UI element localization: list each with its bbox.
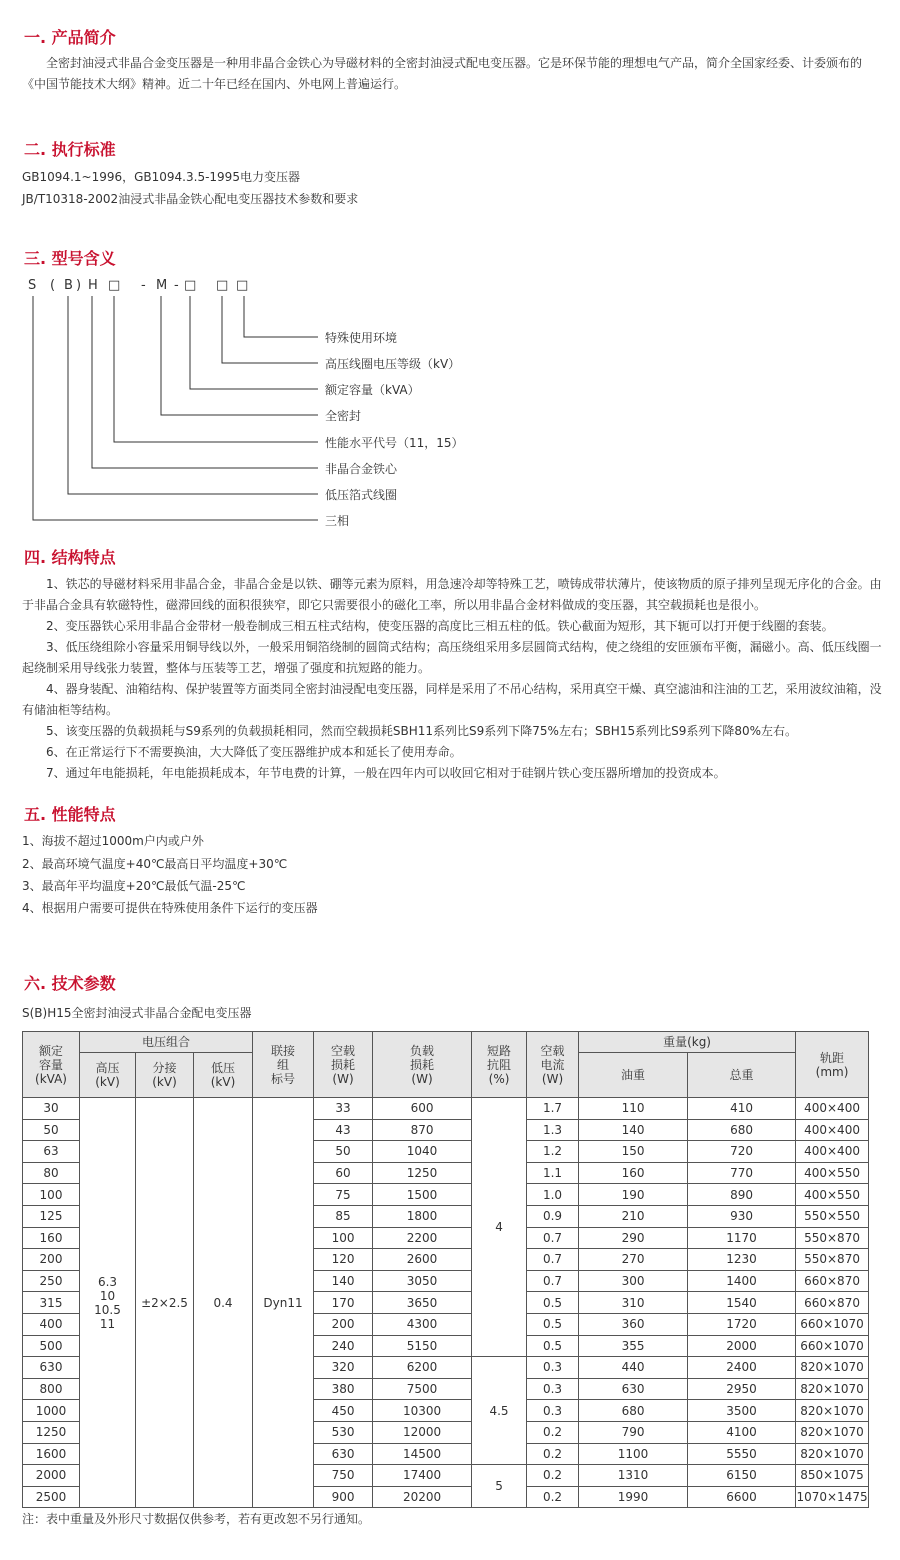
cell-oil-weight: 1310 [579, 1465, 688, 1487]
cell-noload-loss: 43 [314, 1119, 373, 1141]
model-code-char: □ [216, 278, 229, 293]
cell-noload-current: 1.0 [527, 1184, 579, 1206]
cell-load-loss: 4300 [373, 1313, 472, 1335]
cell-capacity: 1000 [23, 1400, 80, 1422]
cell-total-weight: 3500 [688, 1400, 796, 1422]
cell-noload-current: 0.2 [527, 1421, 579, 1443]
cell-load-loss: 14500 [373, 1443, 472, 1465]
model-label-capacity: 额定容量（kVA） [325, 383, 420, 397]
cell-oil-weight: 360 [579, 1313, 688, 1335]
cell-gauge: 820×1070 [796, 1443, 869, 1465]
model-code-char: B [64, 278, 73, 293]
cell-total-weight: 1400 [688, 1270, 796, 1292]
cell-capacity: 125 [23, 1205, 80, 1227]
cell-capacity: 400 [23, 1313, 80, 1335]
cell-load-loss: 600 [373, 1098, 472, 1120]
cell-capacity: 63 [23, 1141, 80, 1163]
cell-total-weight: 2000 [688, 1335, 796, 1357]
cell-noload-loss: 630 [314, 1443, 373, 1465]
cell-noload-loss: 200 [314, 1313, 373, 1335]
cell-gauge: 660×1070 [796, 1313, 869, 1335]
cell-total-weight: 4100 [688, 1421, 796, 1443]
cell-capacity: 200 [23, 1249, 80, 1271]
performance-item-2: 2、最高环境气温度+40℃最高日平均温度+30℃ [22, 857, 288, 871]
cell-oil-weight: 1990 [579, 1486, 688, 1508]
model-label-amorphous-core: 非晶合金铁心 [325, 462, 398, 476]
cell-total-weight: 930 [688, 1205, 796, 1227]
cell-oil-weight: 270 [579, 1249, 688, 1271]
cell-capacity: 1600 [23, 1443, 80, 1465]
section-title-performance: 五. 性能特点 [24, 805, 116, 824]
header-noload-current: 空载 电流 (W) [527, 1032, 579, 1098]
model-code-char: □ [184, 278, 197, 293]
header-total-weight: 总重 [688, 1053, 796, 1098]
cell-noload-loss: 100 [314, 1227, 373, 1249]
cell-gauge: 820×1070 [796, 1378, 869, 1400]
cell-oil-weight: 210 [579, 1205, 688, 1227]
cell-gauge: 660×1070 [796, 1335, 869, 1357]
section-title-structure: 四. 结构特点 [24, 548, 116, 567]
model-label-hv-level: 高压线圈电压等级（kV） [325, 357, 461, 371]
header-load-loss: 负载 损耗 (W) [373, 1032, 472, 1098]
cell-total-weight: 680 [688, 1119, 796, 1141]
cell-oil-weight: 150 [579, 1141, 688, 1163]
header-hv: 高压 (kV) [80, 1053, 136, 1098]
model-code-char: S [28, 278, 37, 293]
cell-noload-current: 1.2 [527, 1141, 579, 1163]
model-label-performance: 性能水平代号（11，15） [325, 436, 464, 450]
cell-load-loss: 870 [373, 1119, 472, 1141]
cell-noload-current: 0.2 [527, 1443, 579, 1465]
header-rated-capacity: 额定 容量 (kVA) [23, 1032, 80, 1098]
cell-load-loss: 3650 [373, 1292, 472, 1314]
cell-capacity: 100 [23, 1184, 80, 1206]
header-connection-group: 联接 组 标号 [253, 1032, 314, 1098]
cell-impedance: 5 [472, 1465, 527, 1508]
cell-total-weight: 1230 [688, 1249, 796, 1271]
cell-gauge: 1070×1475 [796, 1486, 869, 1508]
cell-gauge: 550×870 [796, 1249, 869, 1271]
cell-load-loss: 17400 [373, 1465, 472, 1487]
table-note: 注：表中重量及外形尺寸数据仅供参考，若有更改恕不另行通知。 [22, 1512, 371, 1526]
cell-load-loss: 5150 [373, 1335, 472, 1357]
cell-impedance: 4.5 [472, 1357, 527, 1465]
header-noload-loss: 空载 损耗 (W) [314, 1032, 373, 1098]
cell-noload-current: 1.7 [527, 1098, 579, 1120]
cell-load-loss: 2600 [373, 1249, 472, 1271]
cell-load-loss: 12000 [373, 1421, 472, 1443]
structure-item-7: 7、通过年电能损耗，年电能损耗成本，年节电费的计算，一般在四年内可以收回它相对于硅钢片铁心变压器所增加的投资成本。 [46, 766, 726, 780]
section-title-model: 三. 型号含义 [24, 249, 116, 268]
cell-load-loss: 7500 [373, 1378, 472, 1400]
cell-total-weight: 2950 [688, 1378, 796, 1400]
cell-noload-current: 0.3 [527, 1400, 579, 1422]
cell-gauge: 820×1070 [796, 1421, 869, 1443]
model-label-sealed: 全密封 [325, 409, 362, 423]
cell-noload-current: 0.3 [527, 1378, 579, 1400]
cell-oil-weight: 300 [579, 1270, 688, 1292]
cell-noload-current: 0.7 [527, 1249, 579, 1271]
cell-total-weight: 720 [688, 1141, 796, 1163]
cell-capacity: 50 [23, 1119, 80, 1141]
cell-noload-loss: 85 [314, 1205, 373, 1227]
cell-noload-current: 0.7 [527, 1270, 579, 1292]
cell-noload-current: 0.2 [527, 1465, 579, 1487]
intro-paragraph: 全密封油浸式非晶合金变压器是一种用非晶合金铁心为导磁材料的全密封油浸式配电变压器。它是环保节能的理想电气产品，简介全国家经委、计委颁布的《中国节能技术大纲》精神。近二十年已经在国内、外电网上普遍运行。 [22, 56, 863, 91]
model-code-char: H [88, 278, 98, 293]
cell-capacity: 160 [23, 1227, 80, 1249]
cell-load-loss: 2200 [373, 1227, 472, 1249]
performance-item-4: 4、根据用户需要可提供在特殊使用条件下运行的变压器 [22, 901, 318, 915]
cell-capacity: 315 [23, 1292, 80, 1314]
model-code-char: - [174, 278, 179, 293]
cell-noload-current: 0.5 [527, 1292, 579, 1314]
cell-capacity: 30 [23, 1098, 80, 1120]
cell-tap: ±2×2.5 [136, 1098, 194, 1508]
cell-noload-loss: 900 [314, 1486, 373, 1508]
model-code-char: - [141, 278, 146, 293]
cell-hv: 6.3 10 10.5 11 [80, 1098, 136, 1508]
cell-noload-loss: 170 [314, 1292, 373, 1314]
cell-capacity: 1250 [23, 1421, 80, 1443]
header-impedance: 短路 抗阻 (%) [472, 1032, 527, 1098]
header-gauge: 轨距 (mm) [796, 1032, 869, 1098]
cell-noload-loss: 60 [314, 1162, 373, 1184]
cell-gauge: 820×1070 [796, 1357, 869, 1379]
cell-total-weight: 1540 [688, 1292, 796, 1314]
cell-noload-loss: 240 [314, 1335, 373, 1357]
cell-load-loss: 6200 [373, 1357, 472, 1379]
cell-total-weight: 2400 [688, 1357, 796, 1379]
header-lv: 低压 (kV) [194, 1053, 253, 1098]
structure-item-4: 4、器身装配、油箱结构、保护装置等方面类同全密封油浸配电变压器，同样是采用了不吊心结构，采用真空干燥、真空滤油和注油的工艺，采用波纹油箱，没有储油柜等结构。 [22, 682, 882, 717]
cell-capacity: 80 [23, 1162, 80, 1184]
cell-oil-weight: 355 [579, 1335, 688, 1357]
cell-noload-current: 0.9 [527, 1205, 579, 1227]
cell-load-loss: 1250 [373, 1162, 472, 1184]
cell-capacity: 500 [23, 1335, 80, 1357]
cell-noload-loss: 140 [314, 1270, 373, 1292]
table-caption: S(B)H15全密封油浸式非晶合金配电变压器 [22, 1006, 252, 1020]
cell-total-weight: 890 [688, 1184, 796, 1206]
cell-capacity: 2500 [23, 1486, 80, 1508]
cell-gauge: 400×400 [796, 1141, 869, 1163]
cell-total-weight: 5550 [688, 1443, 796, 1465]
cell-total-weight: 1720 [688, 1313, 796, 1335]
cell-oil-weight: 110 [579, 1098, 688, 1120]
cell-noload-loss: 33 [314, 1098, 373, 1120]
cell-noload-loss: 75 [314, 1184, 373, 1206]
cell-noload-current: 0.3 [527, 1357, 579, 1379]
model-label-three-phase: 三相 [325, 514, 350, 528]
structure-item-2: 2、变压器铁心采用非晶合金带材一般卷制成三相五柱式结构，使变压器的高度比三相五柱的低。铁心截面为短形，其下轭可以打开便于线圈的套装。 [46, 619, 834, 633]
cell-total-weight: 410 [688, 1098, 796, 1120]
spec-table [22, 1031, 869, 1508]
cell-noload-current: 1.3 [527, 1119, 579, 1141]
cell-gauge: 820×1070 [796, 1400, 869, 1422]
cell-noload-loss: 320 [314, 1357, 373, 1379]
performance-item-1: 1、海拔不超过1000m户内或户外 [22, 834, 204, 848]
standard-line-1: GB1094.1~1996，GB1094.3.5-1995电力变压器 [22, 170, 300, 184]
cell-load-loss: 1040 [373, 1141, 472, 1163]
cell-total-weight: 6150 [688, 1465, 796, 1487]
cell-gauge: 550×550 [796, 1205, 869, 1227]
cell-oil-weight: 290 [579, 1227, 688, 1249]
cell-load-loss: 3050 [373, 1270, 472, 1292]
cell-oil-weight: 790 [579, 1421, 688, 1443]
cell-oil-weight: 190 [579, 1184, 688, 1206]
cell-group: Dyn11 [253, 1098, 314, 1508]
model-code-char: □ [236, 278, 249, 293]
diagram-connector [114, 296, 318, 442]
header-oil-weight: 油重 [579, 1053, 688, 1098]
cell-total-weight: 6600 [688, 1486, 796, 1508]
structure-item-3: 3、低压绕组除小容量采用铜导线以外，一般采用铜箔绕制的圆筒式结构；高压绕组采用多层圆筒式结构，使之绕组的安匝颁布平衡，漏磁小。高、低压线圈一起绕制采用导线张力装置，整体与压装等工艺，增强了强度和抗短路的能力。 [22, 640, 882, 675]
cell-oil-weight: 160 [579, 1162, 688, 1184]
header-voltage-combination: 电压组合 [80, 1032, 253, 1053]
diagram-connector [244, 296, 318, 337]
model-code-char: ) [76, 278, 82, 293]
standard-line-2: JB/T10318-2002油浸式非晶金铁心配电变压器技术参数和要求 [22, 192, 359, 206]
cell-gauge: 850×1075 [796, 1465, 869, 1487]
cell-gauge: 400×550 [796, 1162, 869, 1184]
cell-oil-weight: 140 [579, 1119, 688, 1141]
table-row [23, 1098, 869, 1120]
cell-noload-current: 0.2 [527, 1486, 579, 1508]
cell-load-loss: 1500 [373, 1184, 472, 1206]
cell-oil-weight: 1100 [579, 1443, 688, 1465]
section-title-specs: 六. 技术参数 [24, 974, 116, 993]
cell-load-loss: 10300 [373, 1400, 472, 1422]
diagram-connector [68, 296, 318, 494]
cell-capacity: 800 [23, 1378, 80, 1400]
model-label-environment: 特殊使用环境 [325, 331, 398, 345]
cell-noload-current: 0.5 [527, 1313, 579, 1335]
cell-capacity: 2000 [23, 1465, 80, 1487]
diagram-connector [161, 296, 318, 415]
cell-impedance: 4 [472, 1098, 527, 1357]
header-weight: 重量(kg) [579, 1032, 796, 1053]
cell-oil-weight: 680 [579, 1400, 688, 1422]
structure-item-6: 6、在正常运行下不需要换油，大大降低了变压器维护成本和延长了使用寿命。 [46, 745, 462, 759]
structure-item-5: 5、该变压器的负载损耗与S9系列的负载损耗相同，然而空载损耗SBH11系列比S9系列下降75%左右；SBH15系列比S9系列下降80%左右。 [46, 724, 798, 738]
model-label-lv-foil: 低压箔式线圈 [325, 488, 398, 502]
header-tap: 分接 (kV) [136, 1053, 194, 1098]
cell-capacity: 250 [23, 1270, 80, 1292]
cell-total-weight: 770 [688, 1162, 796, 1184]
cell-oil-weight: 630 [579, 1378, 688, 1400]
diagram-connector [190, 296, 318, 389]
performance-item-3: 3、最高年平均温度+20℃最低气温-25℃ [22, 879, 246, 893]
cell-noload-loss: 750 [314, 1465, 373, 1487]
cell-gauge: 400×400 [796, 1098, 869, 1120]
cell-noload-loss: 450 [314, 1400, 373, 1422]
cell-gauge: 400×400 [796, 1119, 869, 1141]
cell-oil-weight: 440 [579, 1357, 688, 1379]
cell-capacity: 630 [23, 1357, 80, 1379]
cell-oil-weight: 310 [579, 1292, 688, 1314]
model-code-char: M [156, 278, 168, 293]
cell-noload-loss: 530 [314, 1421, 373, 1443]
section-title-intro: 一. 产品简介 [24, 28, 116, 47]
cell-noload-loss: 380 [314, 1378, 373, 1400]
cell-lv: 0.4 [194, 1098, 253, 1508]
structure-item-1: 1、铁芯的导磁材料采用非晶合金，非晶合金是以铁、硼等元素为原料，用急速冷却等特殊工艺，喷铸成带状薄片，使该物质的原子排列呈现无序化的合金。由于非晶合金具有软磁特性，磁滞回线的面积很狭窄，即它只需要很小的磁化工率，所以用非晶合金材料做成的变压器，其空载损耗也是很小。 [22, 577, 882, 612]
model-code-char: □ [108, 278, 121, 293]
cell-gauge: 660×870 [796, 1270, 869, 1292]
cell-noload-loss: 120 [314, 1249, 373, 1271]
cell-gauge: 400×550 [796, 1184, 869, 1206]
cell-total-weight: 1170 [688, 1227, 796, 1249]
diagram-connector [222, 296, 318, 363]
cell-load-loss: 1800 [373, 1205, 472, 1227]
model-diagram-lines [0, 0, 900, 540]
cell-noload-loss: 50 [314, 1141, 373, 1163]
cell-noload-current: 0.5 [527, 1335, 579, 1357]
cell-noload-current: 0.7 [527, 1227, 579, 1249]
section-title-standards: 二. 执行标准 [24, 140, 116, 159]
cell-noload-current: 1.1 [527, 1162, 579, 1184]
cell-gauge: 550×870 [796, 1227, 869, 1249]
cell-gauge: 660×870 [796, 1292, 869, 1314]
cell-load-loss: 20200 [373, 1486, 472, 1508]
model-code-char: ( [50, 278, 56, 293]
diagram-connector [33, 296, 318, 520]
